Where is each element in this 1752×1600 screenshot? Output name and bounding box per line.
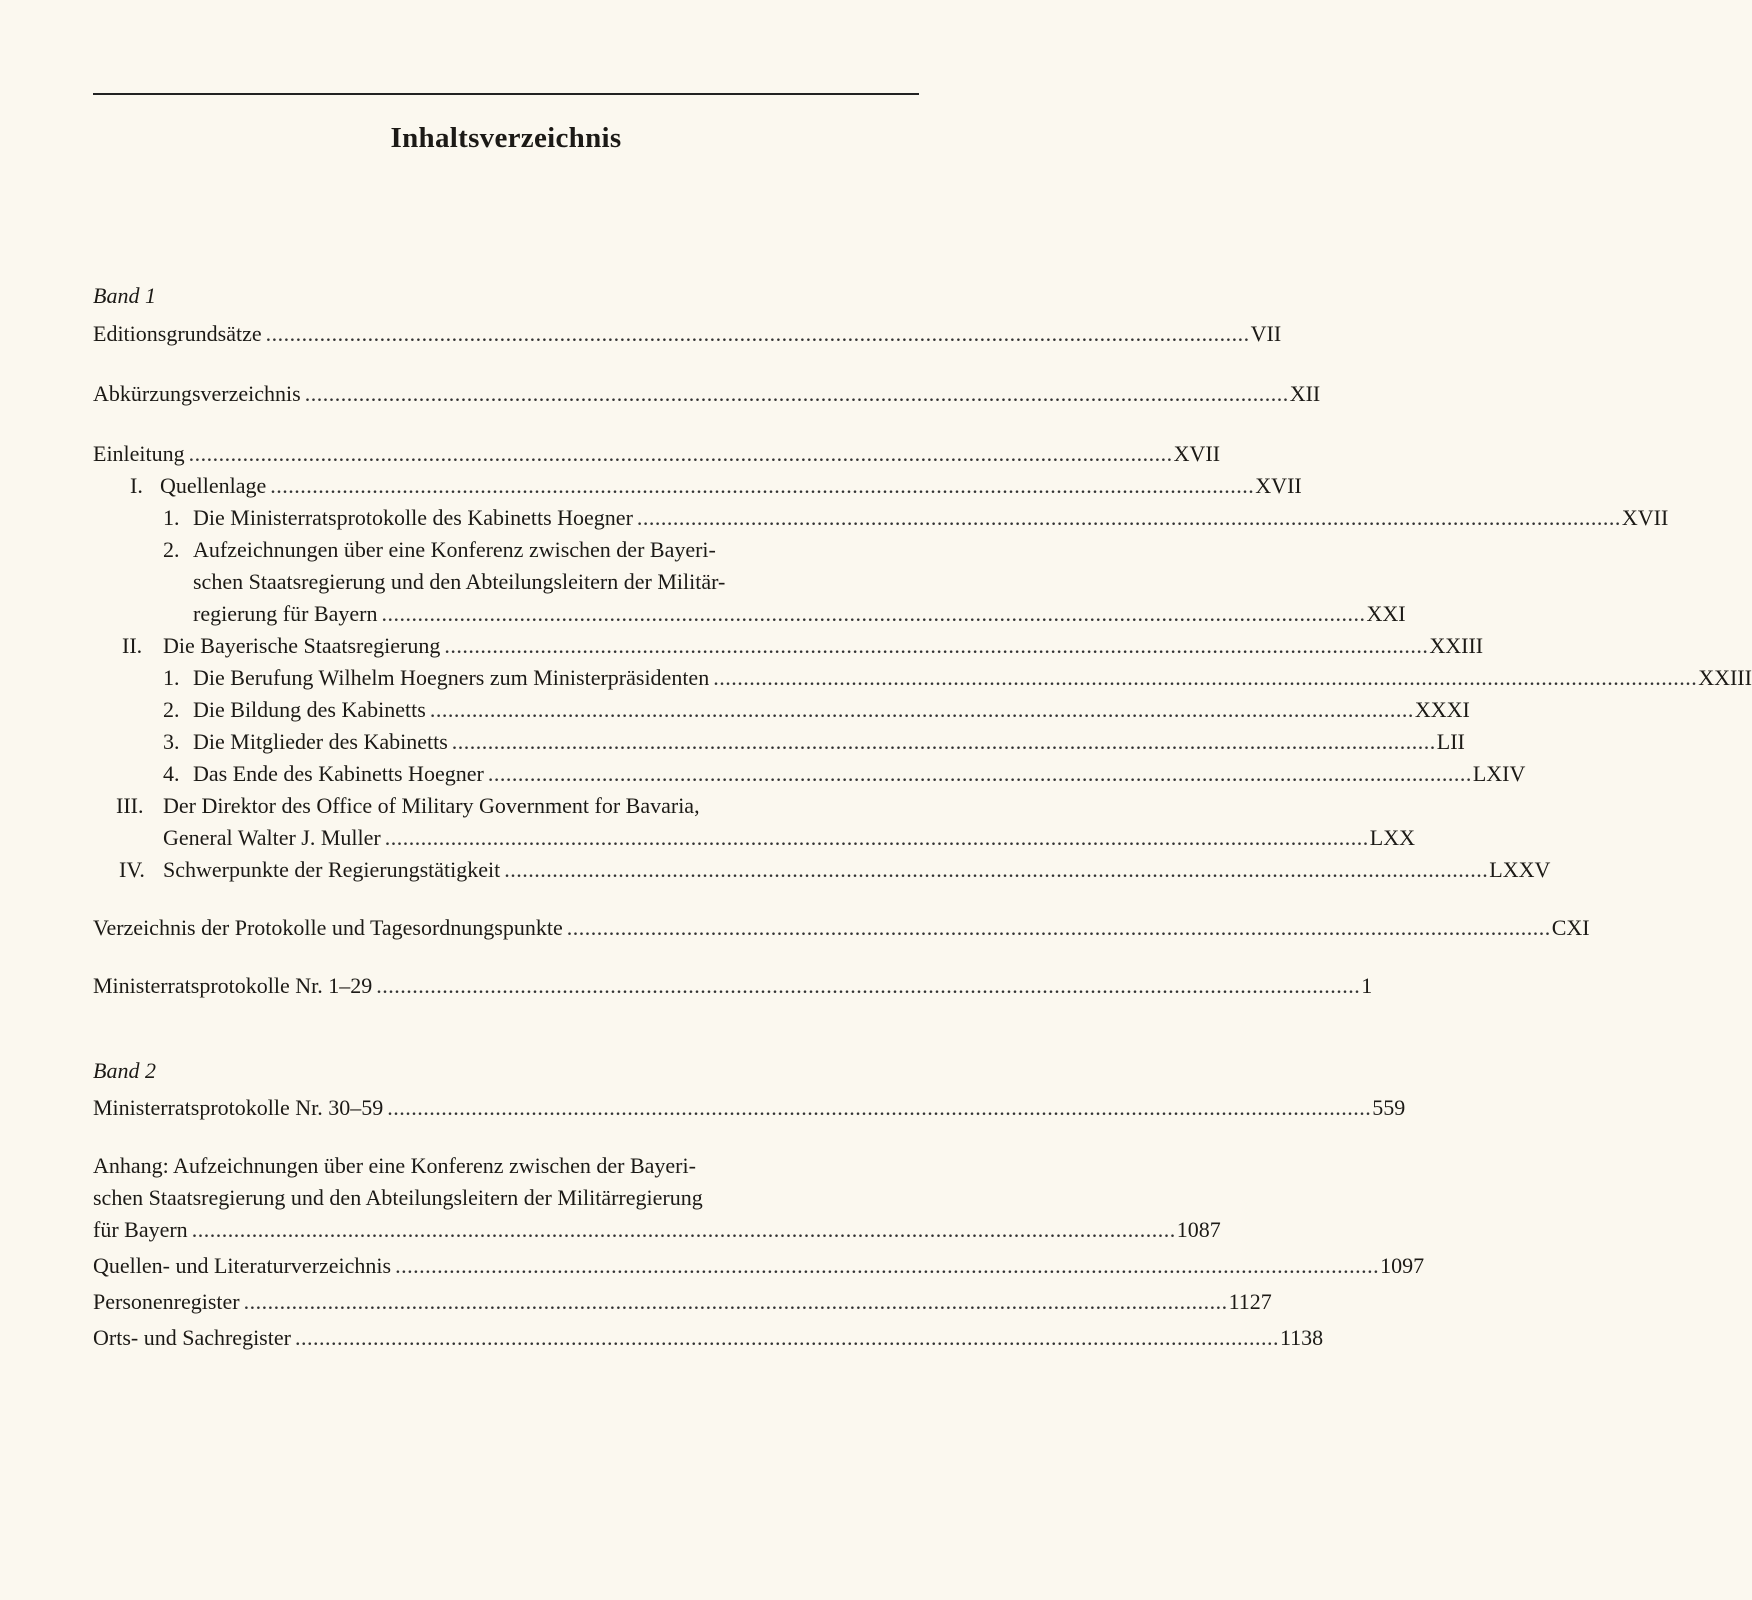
toc-entry-mitglieder-kabinett[interactable]: 3. Die Mitglieder des Kabinetts . . . LII <box>163 726 901 758</box>
toc-entry-abkuerzungen[interactable]: Abkürzungsverzeichnis . . . XII <box>93 378 901 410</box>
toc-entry-staatsregierung[interactable]: II. Die Bayerische Staatsregierung . . . XXIII <box>122 630 901 662</box>
toc-entry-quellenlage[interactable]: I. Quellenlage . . . XVII <box>130 470 901 502</box>
toc-entry-orts-sachregister[interactable]: Orts- und Sachregister . . . 1138 <box>93 1322 901 1354</box>
toc-entry-schwerpunkte[interactable]: IV. Schwerpunkte der Regierungstätigkeit . . . LXXV <box>119 854 901 886</box>
toc-entry-anhang[interactable]: für Bayern . . . 1087 <box>93 1214 901 1246</box>
toc-entry-einleitung[interactable]: Einleitung . . . XVII <box>93 438 901 470</box>
toc-entry-anhang-line1: Anhang: Aufzeichnungen über eine Konferenz zwischen der Bayeri- <box>93 1153 696 1178</box>
toc-entry-personenregister[interactable]: Personenregister . . . 1127 <box>93 1286 901 1318</box>
toc-entry-ministerratsprotokolle-hoegner[interactable]: 1. Die Ministerratsprotokolle des Kabinetts Hoegner . . . XVII <box>163 502 901 534</box>
toc-entry-direktor-line1: III. Der Direktor des Office of Military Government for Bavaria, <box>116 793 700 818</box>
toc-entry-berufung-hoegner[interactable]: 1. Die Berufung Wilhelm Hoegners zum Ministerpräsidenten . . . XXIII <box>163 662 901 694</box>
toc-entry-protokolle-30-59[interactable]: Ministerratsprotokolle Nr. 30–59 . . . 559 <box>93 1092 901 1124</box>
toc-entry-bildung-kabinett[interactable]: 2. Die Bildung des Kabinetts . . . XXXI <box>163 694 901 726</box>
toc-entry-direktor[interactable]: General Walter J. Muller . . . LXX <box>163 822 901 854</box>
top-rule <box>93 93 919 95</box>
band-2-label: Band 2 <box>93 1058 156 1083</box>
toc-entry-editionsgrundsaetze[interactable]: Editionsgrundsätze . . . VII <box>93 318 901 350</box>
toc-entry-aufzeichnungen[interactable]: regierung für Bayern . . . XXI <box>193 598 901 630</box>
toc-entry-aufzeichnungen-line2: schen Staatsregierung und den Abteilungsleitern der Militär- <box>193 569 726 594</box>
toc-entry-aufzeichnungen-line1: 2. Aufzeichnungen über eine Konferenz zwischen der Bayeri- <box>163 537 716 562</box>
page-title: Inhaltsverzeichnis <box>390 122 622 154</box>
toc-entry-anhang-line2: schen Staatsregierung und den Abteilungsleitern der Militärregierung <box>93 1185 703 1210</box>
toc-entry-quellen[interactable]: Quellen- und Literaturverzeichnis . . . 1097 <box>93 1250 901 1282</box>
toc-entry-verzeichnis-protokolle[interactable]: Verzeichnis der Protokolle und Tagesordnungspunkte . . . CXI <box>93 912 901 944</box>
toc-entry-protokolle-1-29[interactable]: Ministerratsprotokolle Nr. 1–29 . . . 1 <box>93 970 901 1002</box>
toc-entry-ende-kabinett[interactable]: 4. Das Ende des Kabinetts Hoegner . . . LXIV <box>163 758 901 790</box>
band-1-label: Band 1 <box>93 283 156 308</box>
